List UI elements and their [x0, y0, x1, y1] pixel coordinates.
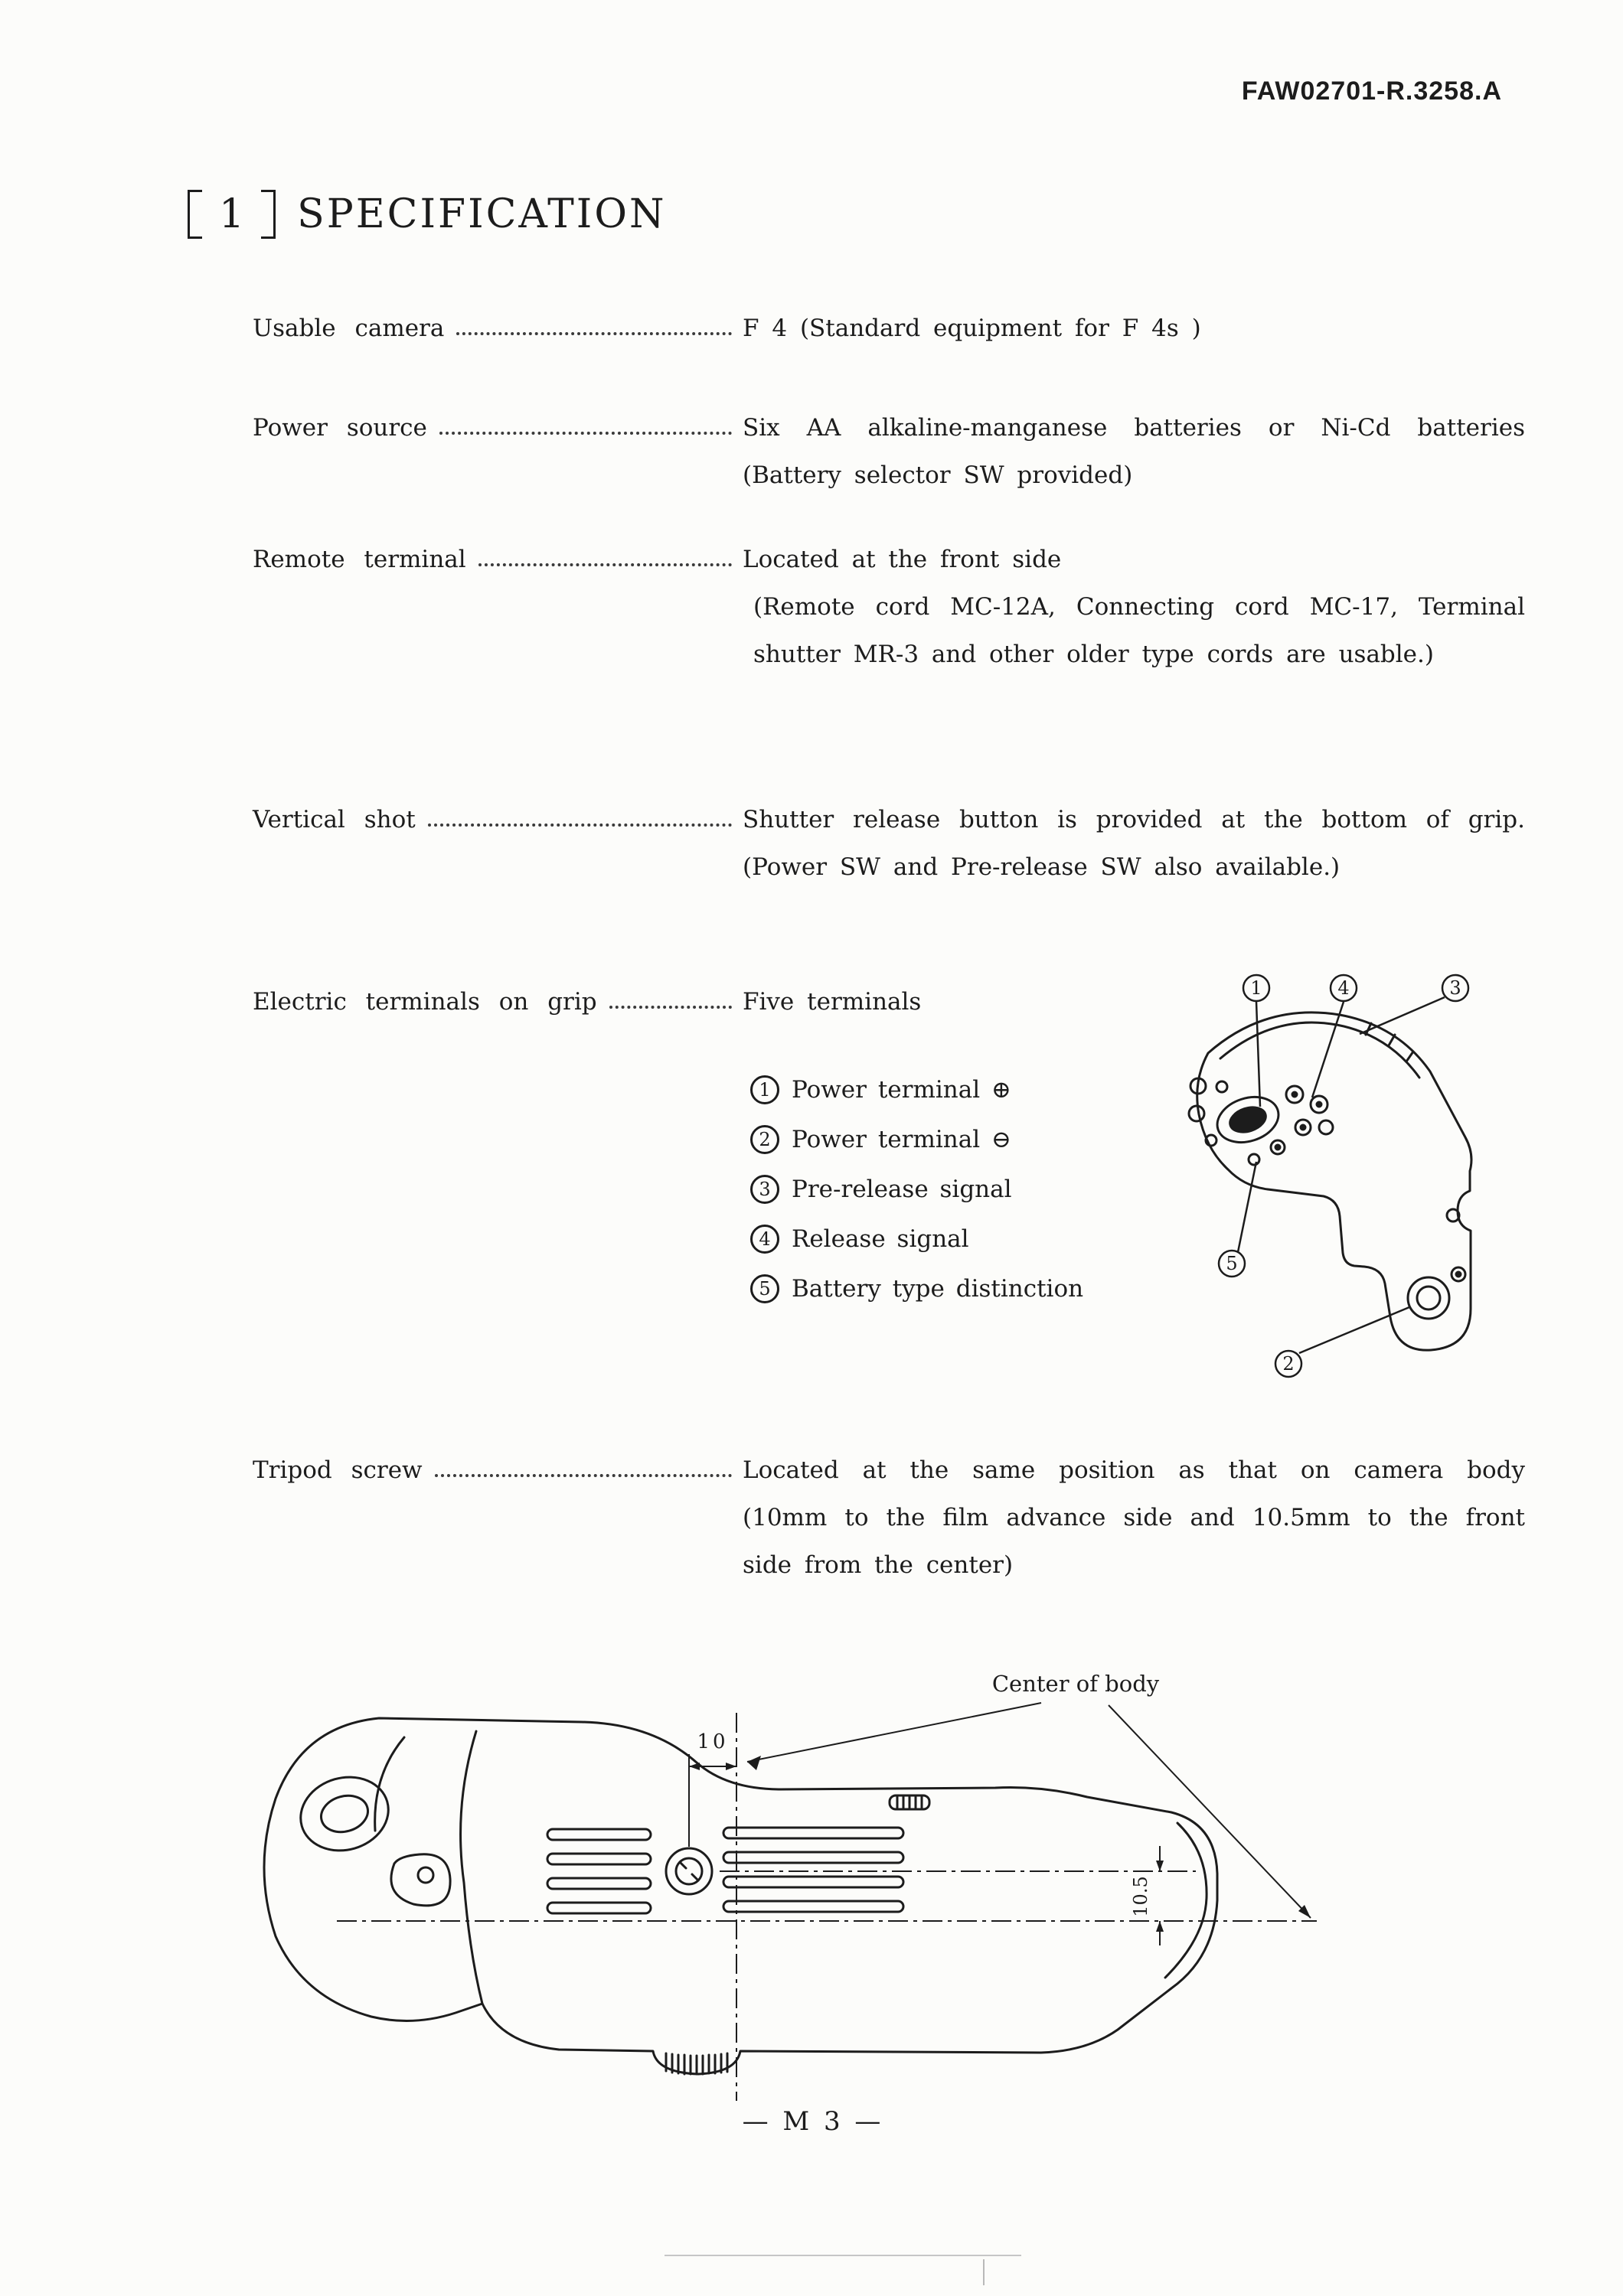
terminal-label: Power terminal ⊕ [792, 1076, 1011, 1104]
terminal-label: Pre-release signal [792, 1176, 1012, 1203]
bottom-outline [264, 1718, 1217, 2074]
spec-description: Six AA alkaline-manganese batteries or Ni-Cd batteries (Battery selector SW provided) [743, 414, 1525, 489]
callout-label: 5 [1226, 1253, 1238, 1274]
callout-label: 4 [1337, 977, 1350, 999]
terminal-label: Battery type distinction [792, 1275, 1084, 1303]
title-bracket-left-icon [188, 190, 202, 239]
terminal-label: Release signal [792, 1225, 969, 1253]
dotted-leader [609, 978, 732, 1009]
dotted-leader [439, 404, 732, 435]
dimension-10-label: 10 [697, 1730, 729, 1753]
spec-lead [253, 404, 743, 452]
spec-lead [253, 536, 743, 583]
spec-label: Remote terminal [253, 546, 466, 573]
spec-row-power-source [253, 404, 1525, 499]
dimension-10-5-label: 10.5 [1130, 1876, 1151, 1917]
dotted-leader [478, 536, 732, 566]
center-lines [337, 1713, 1317, 2101]
spec-lead [253, 305, 743, 352]
spec-label: Tripod screw [253, 1456, 423, 1484]
page-title [188, 190, 666, 239]
spec-row-tripod-screw [253, 1446, 1525, 1589]
diagram-labels [697, 1671, 1159, 1917]
spec-description: F 4 (Standard equipment for F 4s ) [743, 315, 1201, 342]
circled-number: 2 [750, 1125, 779, 1154]
spec-label: Electric terminals on grip [253, 988, 597, 1016]
spec-lead [253, 796, 743, 843]
spec-lead [253, 1446, 743, 1494]
dotted-leader [456, 305, 732, 335]
scan-artifact-tick [983, 2259, 985, 2285]
dotted-leader [435, 1446, 732, 1477]
spec-row-vertical-shot [253, 796, 1525, 891]
spec-description-main: Located at the front side [743, 546, 1062, 573]
spec-description: Located at the same position as that on camera body (10mm to the film advance side and 10.5mm to the front side from the center) [743, 1456, 1525, 1579]
scan-artifact-line [665, 2255, 1021, 2256]
terminal-label: Power terminal ⊖ [792, 1126, 1011, 1153]
circled-number: 5 [750, 1274, 779, 1303]
doc-number: FAW02701-R.3258.A [1241, 77, 1502, 106]
center-of-body-label: Center of body [991, 1671, 1160, 1697]
dotted-leader [428, 796, 732, 827]
spec-label: Vertical shot [253, 806, 416, 833]
circled-number: 3 [750, 1175, 779, 1204]
section-title: SPECIFICATION [297, 191, 667, 237]
page-number: — M 3 — [742, 2106, 881, 2137]
spec-row-remote-terminal [253, 536, 1525, 678]
title-bracket-right-icon [261, 190, 276, 239]
callout-label: 1 [1250, 977, 1262, 999]
grip-terminals-diagram [1132, 963, 1499, 1395]
callout-numbers [1226, 977, 1461, 1375]
callout-label: 3 [1449, 977, 1461, 999]
section-number: 1 [219, 191, 245, 237]
spec-lead [253, 978, 743, 1026]
spec-label: Usable camera [253, 315, 445, 342]
circled-number: 1 [750, 1075, 779, 1104]
circled-number: 4 [750, 1225, 779, 1254]
callout-label: 2 [1282, 1353, 1295, 1375]
bottom-view-diagram [230, 1668, 1363, 2120]
spec-description-note: (Remote cord MC-12A, Connecting cord MC-17, Terminal shutter MR-3 and other older type cords are usable.) [753, 593, 1525, 668]
grip-outline [1189, 1013, 1471, 1350]
spec-description: Five terminals [743, 988, 922, 1016]
spec-description: Shutter release button is provided at the bottom of grip. (Power SW and Pre-release SW also available.) [743, 806, 1525, 881]
spec-row-usable-camera [253, 305, 1525, 352]
spec-description [743, 536, 1525, 678]
spec-label: Power source [253, 414, 427, 442]
